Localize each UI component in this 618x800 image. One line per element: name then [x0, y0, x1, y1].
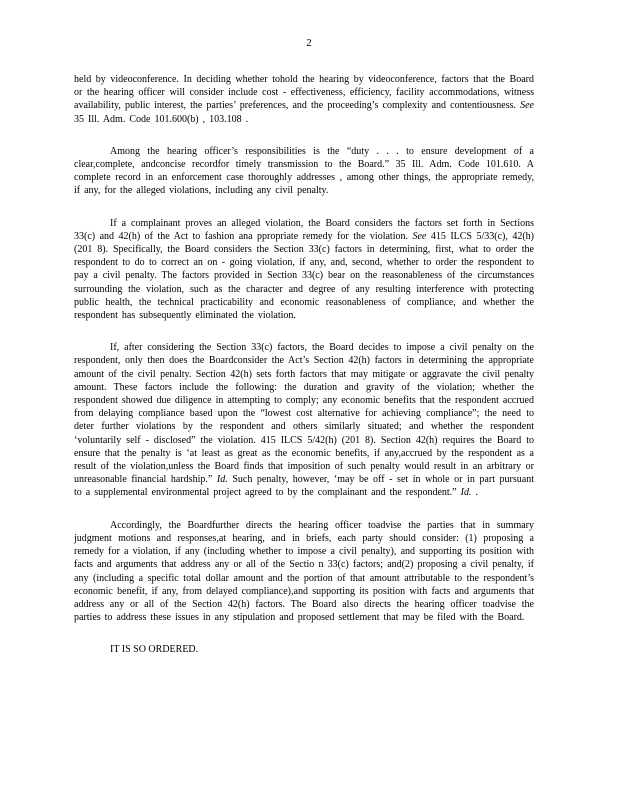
paragraph-text: Among the hearing officer’s responsibilities is the “duty . . . to ensure development of a clear,complete, andconcise recordfor timely transmission to the Board.” 35 Ill. Adm. Code 101.610. A complete record in an enforcement case thoroughly addresses , among other things, the appropriate remedy, if any, for the alleged violations, including any civil penalty.	[74, 145, 534, 197]
paragraph-text: Such penalty, however, ‘may be off - set in whole or in part pursuant to a supplemental environmental project agreed to by the complainant and the respondent.”	[74, 474, 534, 499]
paragraph-section-42h	[74, 341, 534, 499]
paragraph-hearing-officer-duty	[74, 145, 534, 198]
paragraph-text: .	[471, 487, 478, 499]
order-body	[74, 73, 534, 656]
paragraph-videoconference	[74, 73, 534, 126]
citation-signal: See	[520, 100, 534, 112]
paragraph-text: If, after considering the Section 33(c) factors, the Board decides to impose a civil penalty on the respondent, only then does the Boardconsider the Act’s Section 42(h) factors in determining the appropriate amount of the civil penalty. Section 42(h) sets forth factors that may mitigate or aggravate the civil penalty amount. These factors include the following: the duration and gravity of the violation; whether the respondent showed due diligence in attempting to comply; any economic benefits that the respondent accrued from delaying compliance based upon the “lowest cost alternative for achieving compliance”; the need to deter further violations by the respondent and others similarly situated; and whether the respondent ‘voluntarily self - disclosed” the violation. 415 ILCS 5/42(h) (201 8). Section 42(h) requires the Board to ensure that the penalty is ‘at least as great as the economic benefits, if any,accrued by the respondent as a result of the violation,unless the Board finds that imposition of such penalty would result in an arbitrary or unreasonable financial hardship.”	[74, 342, 534, 486]
citation-signal: Id.	[216, 474, 228, 486]
closing-order: IT IS SO ORDERED.	[110, 644, 199, 656]
paragraph-text: Accordingly, the Boardfurther directs the hearing officer toadvise the parties that in summary judgment motions and responses,at hearing, and in briefs, each party should consider: (1) proposing a remedy for a violation, if any (including whether to impose a civil penalty), and supporting its position with facts and arguments that address any or all of the Sectio n 33(c) factors; and(2) proposing a civil penalty, if any (including a specific total dollar amount and the portion of that amount attributable to the respondent’s economic benefit, if any, from delayed compliance),and supporting its position with facts and arguments that address any or all of the Section 42(h) factors. The Board also directs the hearing officer toadvise the parties to address these issues in any stipulation and proposed settlement that may be filed with the Board.	[74, 519, 534, 624]
page-number: 2	[306, 37, 312, 49]
paragraph-accordingly	[74, 519, 534, 625]
paragraph-text: If a complainant proves an alleged violation, the Board considers the factors set forth in Sections 33(c) and 42(h) of the Act to fashion ana ppropriate remedy for the violation.	[74, 217, 534, 242]
paragraph-section-33c	[74, 217, 534, 323]
citation-signal: See	[412, 230, 427, 242]
paragraph-text: 415 ILCS 5/33(c), 42(h) (201 8). Specifically, the Board considers the Section 33(c) factors in determining, first, what to order the respondent to do to correct an on - going violation, if any, and, second, whether to order the respondent to pay a civil penalty. The factors provided in Section 33(c) bear on the reasonableness of the circumstances surrounding the violation, such as the character and degree of any resulting interference with protecting public health, the technical practicability and economic reasonableness of compliance, and whether the respondent has subsequently eliminated the violation.	[74, 230, 534, 322]
citation-signal: Id.	[460, 487, 472, 499]
paragraph-text: held by videoconference. In deciding whether tohold the hearing by videoconference, factors that the Board or the hearing officer will consider include cost - effectiveness, efficiency, facility accommodations, witness availability, public interest, the parties’ preferences, and the proceeding’s complexity and contentiousness.	[74, 74, 534, 112]
paragraph-text: 35 Ill. Adm. Code 101.600(b) , 103.108 .	[74, 113, 249, 125]
